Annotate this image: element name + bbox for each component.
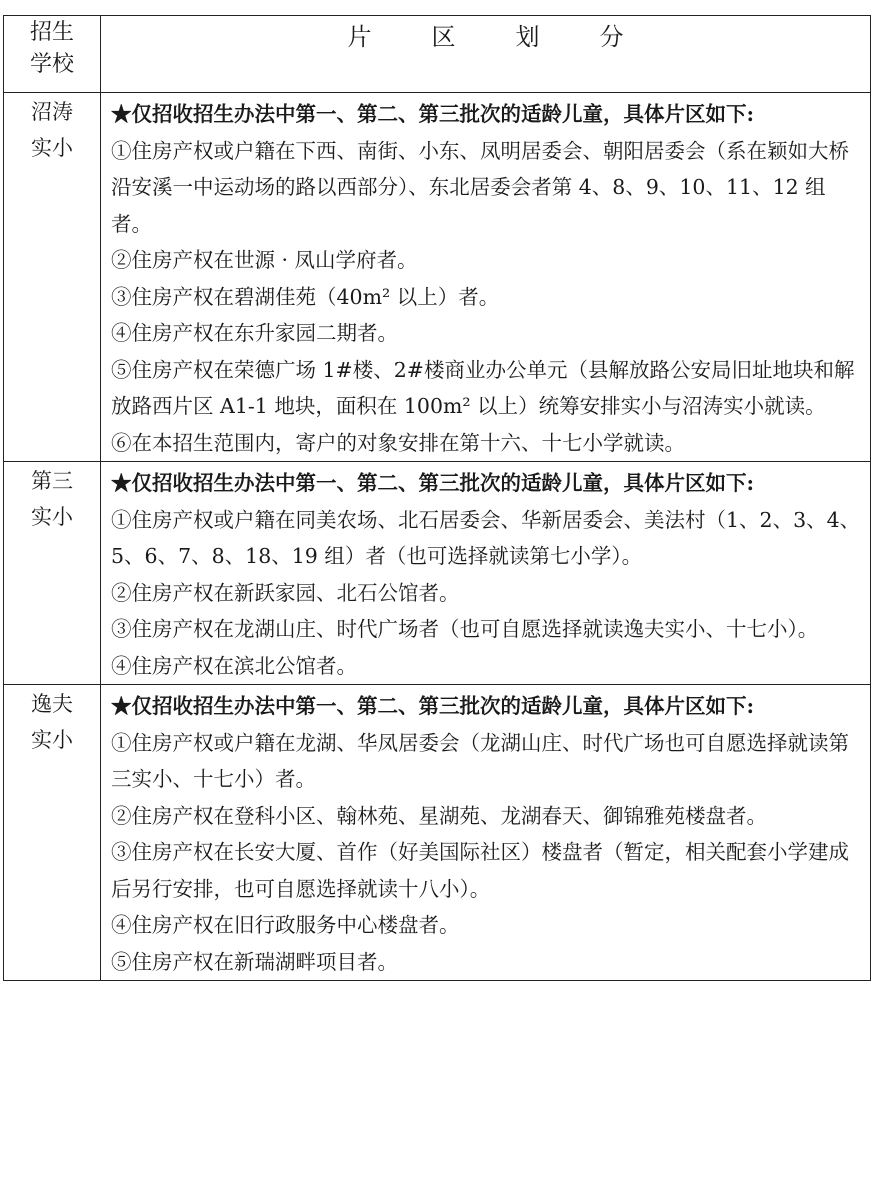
lead-note: ★仅招收招生办法中第一、第二、第三批次的适龄儿童，具体片区如下: <box>111 471 755 495</box>
school-name-line: 第三 <box>31 469 73 493</box>
zone-header-char: 划 <box>515 23 540 51</box>
zone-item: ③住房产权在龙湖山庄、时代广场者（也可自愿选择就读逸夫实小、十七小）。 <box>111 617 819 641</box>
zone-column-header <box>101 16 871 93</box>
zone-description-cell <box>101 93 871 462</box>
zoning-table <box>3 15 871 981</box>
zone-item: ①住房产权或户籍在龙湖、华凤居委会（龙湖山庄、时代广场也可自愿选择就读第三实小、十七小）者。 <box>111 730 849 791</box>
school-name-line: 沼涛 <box>31 100 73 124</box>
zone-item: ⑥在本招生范围内，寄户的对象安排在第十六、十七小学就读。 <box>111 430 685 455</box>
zone-item: ⑤住房产权在新瑞湖畔项目者。 <box>111 949 398 974</box>
table-row <box>4 462 871 685</box>
zone-item: ⑤住房产权在荣德广场 1#楼、2#楼商业办公单元（县解放路公安局旧址地块和解放路西片区 A1-1 地块，面积在 100m² 以上）统筹安排实小与沼涛实小就读。 <box>111 357 855 418</box>
table-row <box>4 93 871 462</box>
school-header-line: 招生 <box>29 20 74 45</box>
zone-header-char: 区 <box>431 23 456 51</box>
school-column-header <box>4 16 101 93</box>
school-header-line: 学校 <box>29 52 74 77</box>
school-name-cell <box>4 462 101 685</box>
zone-item: ②住房产权在世源 · 凤山学府者。 <box>111 248 418 272</box>
zone-item: ④住房产权在东升家园二期者。 <box>111 321 398 345</box>
school-name-cell <box>4 685 101 981</box>
zone-item: ①住房产权或户籍在同美农场、北石居委会、华新居委会、美法村（1、2、3、4、5、6、7、8、18、19 组）者（也可选择就读第七小学）。 <box>111 507 861 568</box>
zone-header-char: 片 <box>347 23 372 51</box>
zone-item: ③住房产权在碧湖佳苑（40m² 以上）者。 <box>111 284 500 309</box>
zone-item: ①住房产权或户籍在下西、南街、小东、凤明居委会、朝阳居委会（系在颖如大桥沿安溪一中运动场的路以西部分）、东北居委会者第 4、8、9、10、11、12 组者。 <box>111 138 849 236</box>
lead-note: ★仅招收招生办法中第一、第二、第三批次的适龄儿童，具体片区如下: <box>111 102 755 126</box>
school-name-line: 实小 <box>31 136 73 160</box>
zone-item: ②住房产权在新跃家园、北石公馆者。 <box>111 580 460 605</box>
table-row <box>4 685 871 981</box>
zone-item: ②住房产权在登科小区、翰林苑、星湖苑、龙湖春天、御锦雅苑楼盘者。 <box>111 803 767 828</box>
school-name-cell <box>4 93 101 462</box>
zone-item: ④住房产权在滨北公馆者。 <box>111 653 357 678</box>
zone-item: ④住房产权在旧行政服务中心楼盘者。 <box>111 913 460 937</box>
zone-item: ③住房产权在长安大厦、首作（好美国际社区）楼盘者（暂定，相关配套小学建成后另行安排，也可自愿选择就读十八小）。 <box>111 840 849 901</box>
school-name-line: 实小 <box>31 728 73 752</box>
school-name-line: 逸夫 <box>31 692 73 716</box>
zone-description-cell <box>101 685 871 981</box>
zone-header-char: 分 <box>599 23 624 51</box>
school-name-line: 实小 <box>31 505 73 529</box>
lead-note: ★仅招收招生办法中第一、第二、第三批次的适龄儿童，具体片区如下: <box>111 694 755 718</box>
table-header-row <box>4 16 871 93</box>
zone-description-cell <box>101 462 871 685</box>
